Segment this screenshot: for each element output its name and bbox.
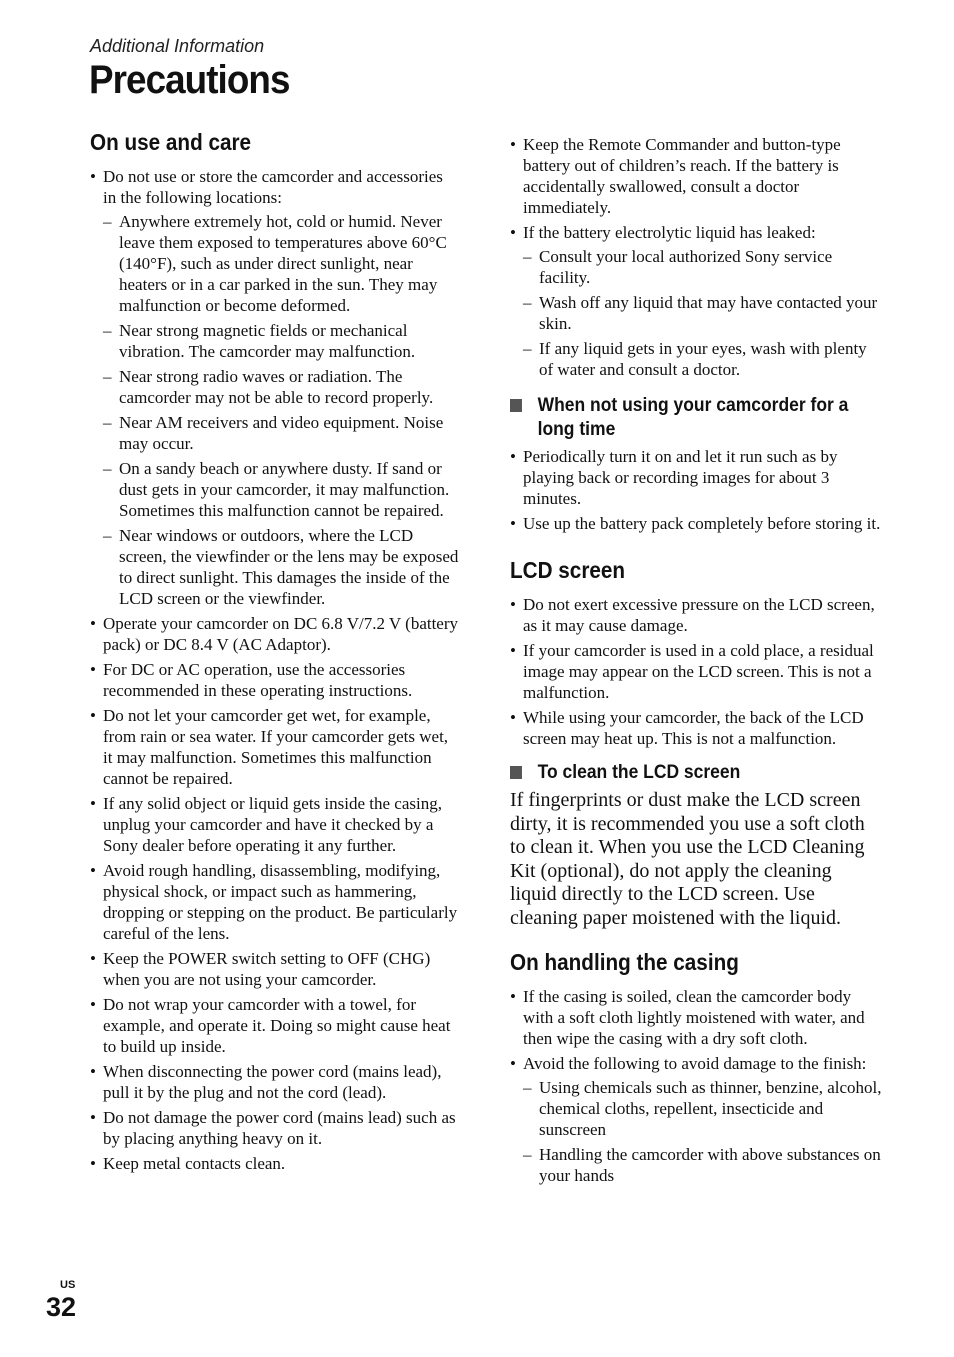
list-item: • If any solid object or liquid gets inside the casing, unplug your camcorder and have it checked by a Sony dealer before operating it any further. bbox=[90, 793, 460, 856]
heading-lcd-screen: LCD screen bbox=[510, 557, 626, 583]
subheading-text: To clean the LCD screen bbox=[537, 762, 741, 783]
section-kicker: Additional Information bbox=[90, 36, 265, 56]
list-item: • Operate your camcorder on DC 6.8 V/7.2 V (battery pack) or DC 8.4 V (AC Adaptor). bbox=[90, 613, 460, 655]
locations-sublist bbox=[103, 211, 460, 609]
subheading-clean-lcd bbox=[510, 761, 852, 785]
sub-item: – Wash off any liquid that may have contacted your skin. bbox=[523, 292, 882, 334]
list-item: • While using your camcorder, the back of the LCD screen may heat up. This is not a malfunction. bbox=[510, 707, 882, 749]
list-item-text: Do not use or store the camcorder and accessories in the following locations: bbox=[103, 167, 443, 207]
sub-item: – If any liquid gets in your eyes, wash with plenty of water and consult a doctor. bbox=[523, 338, 882, 380]
list-item-text: Avoid the following to avoid damage to the finish: bbox=[523, 1054, 867, 1073]
clean-lcd-paragraph: If fingerprints or dust make the LCD screen dirty, it is recommended you use a soft cloth to clean it. When you use the LCD Cleaning Kit (optional), do not apply the cleaning liquid directly to the LCD screen. Use cleaning paper moistened with the liquid. bbox=[510, 789, 865, 929]
sub-item: – Near AM receivers and video equipment. Noise may occur. bbox=[103, 412, 460, 454]
list-item bbox=[90, 166, 460, 609]
square-bullet-icon bbox=[510, 766, 522, 779]
sub-item: – Near windows or outdoors, where the LCD screen, the viewfinder or the lens may be exposed to direct sunlight. This damages the inside of the LCD screen or the viewfinder. bbox=[103, 525, 460, 609]
casing-list bbox=[510, 986, 882, 1186]
page-number: 32 bbox=[46, 1292, 77, 1322]
list-item: • Keep the POWER switch setting to OFF (CHG) when you are not using your camcorder. bbox=[90, 948, 460, 990]
sub-item: – Anywhere extremely hot, cold or humid. Never leave them exposed to temperatures above 60°C (140°F), such as under direct sunlight, near heaters or in a car parked in the sun. They may malfunction or become deformed. bbox=[103, 211, 460, 316]
list-item-text: If the battery electrolytic liquid has leaked: bbox=[523, 223, 816, 242]
battery-list bbox=[510, 134, 882, 380]
list-item: • For DC or AC operation, use the accessories recommended in these operating instructions. bbox=[90, 659, 460, 701]
sub-item: – Consult your local authorized Sony service facility. bbox=[523, 246, 882, 288]
finish-sublist bbox=[523, 1077, 882, 1186]
lcd-list bbox=[510, 594, 882, 749]
list-item: • Do not damage the power cord (mains lead) such as by placing anything heavy on it. bbox=[90, 1107, 460, 1149]
list-item: • Keep metal contacts clean. bbox=[90, 1153, 460, 1174]
list-item: • If the casing is soiled, clean the camcorder body with a soft cloth lightly moistened with water, and then wipe the casing with a dry soft cloth. bbox=[510, 986, 882, 1049]
heading-use-and-care: On use and care bbox=[90, 129, 252, 155]
leak-sublist bbox=[523, 246, 882, 380]
list-item: • Do not wrap your camcorder with a towel, for example, and operate it. Doing so might cause heat to build up inside. bbox=[90, 994, 460, 1057]
square-bullet-icon bbox=[510, 399, 522, 412]
sub-item: – Handling the camcorder with above substances on your hands bbox=[523, 1144, 882, 1186]
sub-item: – Using chemicals such as thinner, benzine, alcohol, chemical cloths, repellent, insecticide and sunscreen bbox=[523, 1077, 882, 1140]
list-item: • When disconnecting the power cord (mains lead), pull it by the plug and not the cord (lead). bbox=[90, 1061, 460, 1103]
list-item: • Do not let your camcorder get wet, for example, from rain or sea water. If your camcorder gets wet, it may malfunction. Sometimes this malfunction cannot be repaired. bbox=[90, 705, 460, 789]
list-item: • Do not exert excessive pressure on the LCD screen, as it may cause damage. bbox=[510, 594, 882, 636]
right-column bbox=[510, 134, 882, 1190]
list-item: • Periodically turn it on and let it run such as by playing back or recording images for about 3 minutes. bbox=[510, 446, 882, 509]
list-item: • Keep the Remote Commander and button-type battery out of children’s reach. If the battery is accidentally swallowed, consult a doctor immediately. bbox=[510, 134, 882, 218]
sub-item: – On a sandy beach or anywhere dusty. If sand or dust gets in your camcorder, it may malfunction. Sometimes this malfunction cannot be repaired. bbox=[103, 458, 460, 521]
list-item: • Avoid rough handling, disassembling, modifying, physical shock, or impact such as hammering, dropping or stepping on the product. Be particularly careful of the lens. bbox=[90, 860, 460, 944]
list-item: • Use up the battery pack completely before storing it. bbox=[510, 513, 882, 534]
use-care-list bbox=[90, 166, 460, 1174]
subheading-text: When not using your camcorder for a long time bbox=[537, 395, 849, 440]
subheading-long-time bbox=[510, 394, 852, 442]
list-item: • If your camcorder is used in a cold place, a residual image may appear on the LCD screen. This is not a malfunction. bbox=[510, 640, 882, 703]
list-item bbox=[510, 222, 882, 380]
list-item bbox=[510, 1053, 882, 1186]
page-title: Precautions bbox=[89, 58, 290, 102]
heading-handling-casing: On handling the casing bbox=[510, 949, 739, 975]
page-region-label: US bbox=[60, 1279, 76, 1291]
sub-item: – Near strong magnetic fields or mechanical vibration. The camcorder may malfunction. bbox=[103, 320, 460, 362]
sub-item: – Near strong radio waves or radiation. The camcorder may not be able to record properly. bbox=[103, 366, 460, 408]
left-column bbox=[90, 128, 460, 1178]
long-time-list bbox=[510, 446, 882, 534]
